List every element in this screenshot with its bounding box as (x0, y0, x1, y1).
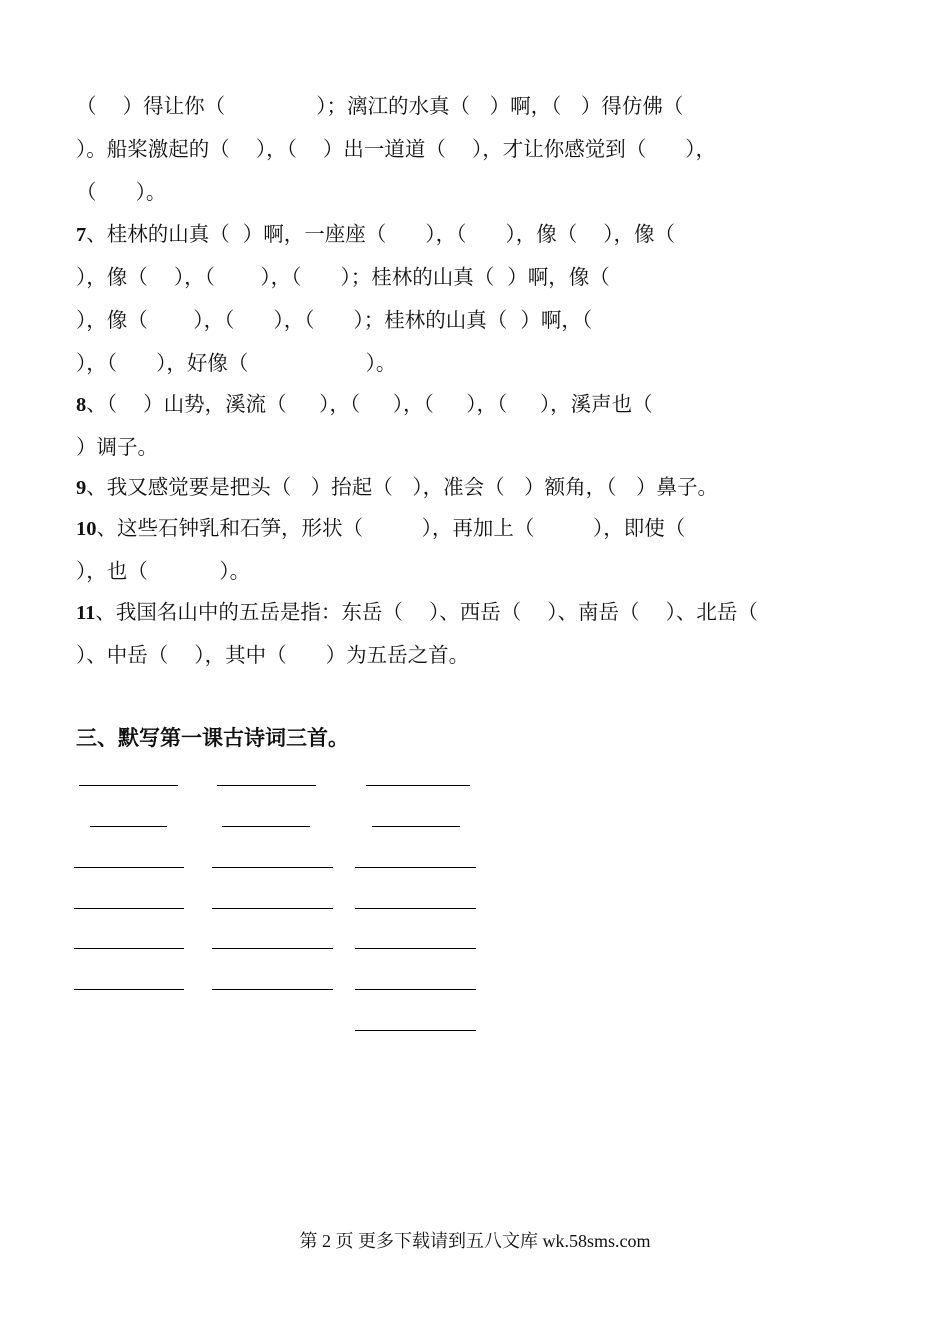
line-text: ），（ ），好像（ ）。 (76, 351, 397, 375)
line-text: 、我又感觉要是把头（ ）抬起（ ），准会（ ）额角，（ ）鼻子。 (86, 475, 718, 499)
line-text: （ ）。 (76, 180, 167, 204)
answer-blank-line (212, 948, 333, 949)
answer-blank-line (74, 867, 184, 868)
line-text: ）。船桨激起的（ ），（ ）出一道道（ ），才让你感觉到（ ）， (76, 137, 717, 161)
exercise-line (76, 508, 876, 548)
item-number: 9 (76, 477, 87, 499)
answer-blank-line (79, 785, 178, 786)
exercise-line (76, 300, 876, 340)
section-heading: 三、默写第一课古诗词三首。 (76, 725, 349, 750)
exercise-line (76, 214, 876, 254)
answer-blank-line (90, 826, 167, 827)
exercise-line (76, 172, 876, 212)
answer-blank-line (355, 908, 476, 909)
exercise-line (76, 129, 876, 169)
exercise-line (76, 592, 876, 632)
answer-blank-line (366, 785, 470, 786)
exercise-line (76, 551, 876, 591)
item-number: 10 (76, 518, 97, 540)
item-number: 8 (76, 394, 87, 416)
answer-blank-line (212, 908, 333, 909)
exercise-line (76, 86, 876, 126)
answer-blank-line (74, 989, 184, 990)
line-text: ），也（ ）。 (76, 559, 251, 583)
line-text: （ ）得让你（ ）；漓江的水真（ ）啊，（ ）得仿佛（ (76, 94, 684, 118)
answer-blank-line (355, 948, 476, 949)
line-text: ），像（ ），（ ），（ ）；桂林的山真（ ）啊，像（ (76, 265, 610, 289)
answer-blank-line (212, 867, 333, 868)
answer-blank-line (212, 989, 333, 990)
line-text: 、（ ）山势，溪流（ ），（ ），（ ），（ ），溪声也（ (86, 392, 653, 416)
line-text: 、这些石钟乳和石笋，形状（ ），再加上（ ），即使（ (96, 516, 686, 540)
exercise-line (76, 343, 876, 383)
line-text: ）、中岳（ ），其中（ ）为五岳之首。 (76, 643, 470, 667)
exercise-line (76, 427, 876, 467)
answer-blank-line (355, 989, 476, 990)
item-number: 7 (76, 224, 87, 246)
page-footer: 第 2 页 更多下载请到五八文库 wk.58sms.com (299, 1231, 651, 1251)
line-text: ），像（ ），（ ），（ ）；桂林的山真（ ）啊，（ (76, 308, 593, 332)
exercise-line (76, 635, 876, 675)
answer-blank-line (372, 826, 460, 827)
answer-blank-line (355, 867, 476, 868)
answer-blank-line (74, 908, 184, 909)
line-text: 、我国名山中的五岳是指：东岳（ ）、西岳（ ）、南岳（ ）、北岳（ (95, 600, 758, 624)
line-text: 、桂林的山真（ ）啊，一座座（ ），（ ），像（ ），像（ (86, 222, 676, 246)
exercise-line (76, 384, 876, 424)
exercise-line (76, 467, 876, 507)
exercise-line (76, 257, 876, 297)
answer-blank-line (74, 948, 184, 949)
answer-blank-line (222, 826, 310, 827)
item-number: 11 (76, 602, 96, 624)
answer-blank-line (217, 785, 316, 786)
answer-blank-line (355, 1030, 476, 1031)
line-text: ）调子。 (76, 435, 158, 459)
